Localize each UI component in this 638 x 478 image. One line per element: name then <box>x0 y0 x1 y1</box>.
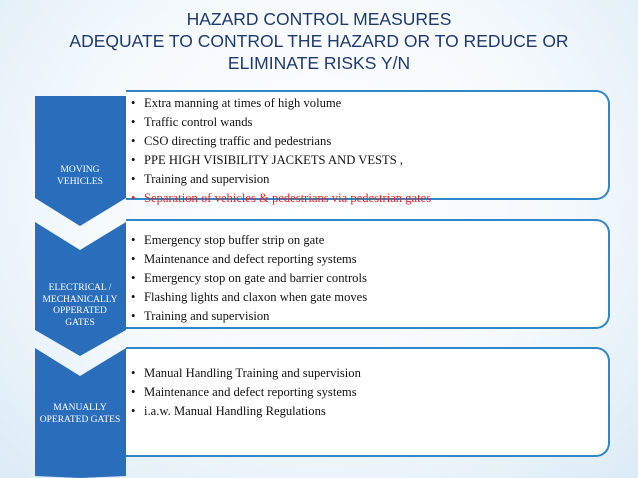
list-item: • i.a.w. Manual Handling Regulations <box>131 404 326 418</box>
measures-box-electrical-gates <box>126 219 610 329</box>
list-item: • Training and supervision <box>131 172 270 186</box>
list-item: • Maintenance and defect reporting systems <box>131 252 357 266</box>
list-item: • Emergency stop buffer strip on gate <box>131 233 325 247</box>
list-item: • PPE HIGH VISIBILITY JACKETS AND VESTS , <box>131 153 404 167</box>
list-item: • Traffic control wands <box>131 115 253 129</box>
label-moving-vehicles: MOVING VEHICLES <box>57 165 103 187</box>
label-manual-gates: MANUALLY OPERATED GATES <box>39 403 121 425</box>
chevron-moving-vehicles <box>35 96 126 226</box>
measures-box-moving-vehicles <box>126 90 610 205</box>
list-item: • Maintenance and defect reporting systems <box>131 385 357 399</box>
measures-list <box>126 231 608 326</box>
list-item: • CSO directing traffic and pedestrians <box>131 134 332 148</box>
title-line-3: ELIMINATE RISKS Y/N <box>227 53 411 73</box>
list-item: • Training and supervision <box>131 309 270 323</box>
list-item-highlighted: • Separation of vehicles & pedestrians via pedestrian gates <box>131 191 432 205</box>
label-electrical-gates: ELECTRICAL / MECHANICALLY OPPERATED GATES <box>42 283 118 328</box>
title-line-1: HAZARD CONTROL MEASURES <box>186 9 452 29</box>
title-line-2: ADEQUATE TO CONTROL THE HAZARD OR TO REDUCE OR <box>69 31 569 51</box>
measures-box-manual-gates <box>126 347 610 457</box>
measures-list <box>126 94 608 208</box>
list-item: • Flashing lights and claxon when gate moves <box>131 290 368 304</box>
list-item: • Extra manning at times of high volume <box>131 96 342 110</box>
list-item: • Manual Handling Training and supervision <box>131 366 361 380</box>
list-item: • Emergency stop on gate and barrier controls <box>131 271 367 285</box>
measures-list <box>126 364 608 421</box>
